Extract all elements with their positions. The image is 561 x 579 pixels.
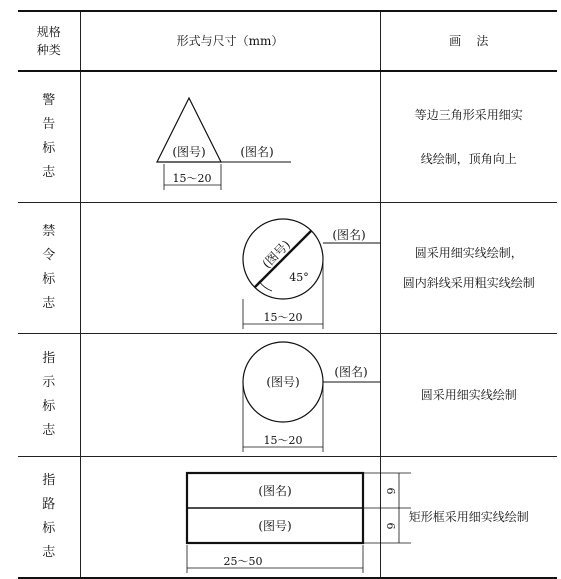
type-cell	[18, 203, 80, 334]
sign-spec-table	[18, 10, 557, 579]
type-label: 禁令标志	[42, 224, 56, 311]
method-line: 圆采用细实线绘制	[420, 388, 517, 402]
direction-figure	[81, 457, 397, 577]
method-line: 等边三角形采用细实	[414, 108, 523, 122]
method-cell	[380, 203, 557, 334]
figure-name-label: (图名)	[239, 145, 274, 159]
prohibition-figure	[81, 203, 381, 333]
method-line: 线绘制，顶角向上	[420, 152, 517, 166]
figure-id-label: (图号)	[265, 375, 300, 389]
figure-name-label: (图名)	[331, 228, 366, 242]
figure-id-label: (图号)	[171, 145, 206, 159]
dimension-label: 15～20	[172, 172, 211, 185]
figure-cell	[80, 457, 397, 579]
figure-name-label: (图名)	[257, 484, 292, 498]
figure-id-label: (图号)	[257, 519, 292, 533]
type-label: 警告标志	[42, 93, 56, 180]
method-cell	[380, 334, 557, 457]
method-cell	[380, 457, 557, 579]
table-row-warning	[18, 71, 557, 203]
figure-name-label: (图名)	[333, 365, 368, 379]
type-cell	[18, 457, 80, 579]
table-header-row	[18, 11, 557, 71]
height-label-top: 6	[383, 487, 397, 495]
height-label-bottom: 6	[383, 522, 397, 530]
figure-id-label: (图号)	[259, 237, 293, 272]
header-method-label: 画 法	[449, 34, 489, 48]
dimension-label: 25～50	[223, 555, 262, 568]
figure-cell	[80, 71, 380, 203]
angle-label: 45°	[288, 271, 309, 284]
method-line: 圆采用细实线绘制，	[414, 246, 523, 260]
method-cell	[380, 71, 557, 203]
triangle-figure	[81, 72, 381, 202]
table-row-direction	[18, 457, 557, 579]
header-type-label: 规格 种类	[36, 25, 61, 57]
header-form-label: 形式与尺寸（mm）	[176, 34, 284, 48]
method-line: 矩形框采用细实线绘制	[408, 510, 529, 524]
header-type	[18, 11, 80, 71]
table-row-prohibition	[18, 203, 557, 334]
type-cell	[18, 334, 80, 457]
method-line: 圆内斜线采用粗实线绘制	[402, 276, 535, 290]
type-label: 指示标志	[42, 351, 56, 438]
type-cell	[18, 71, 80, 203]
table-row-indication	[18, 334, 557, 457]
type-label: 指路标志	[42, 473, 56, 560]
dimension-label: 15～20	[263, 311, 302, 324]
header-method	[380, 11, 557, 71]
dimension-label: 15～20	[263, 434, 302, 447]
figure-cell	[80, 334, 380, 457]
indication-figure	[81, 334, 381, 456]
figure-cell	[80, 203, 380, 334]
header-form	[80, 11, 380, 71]
